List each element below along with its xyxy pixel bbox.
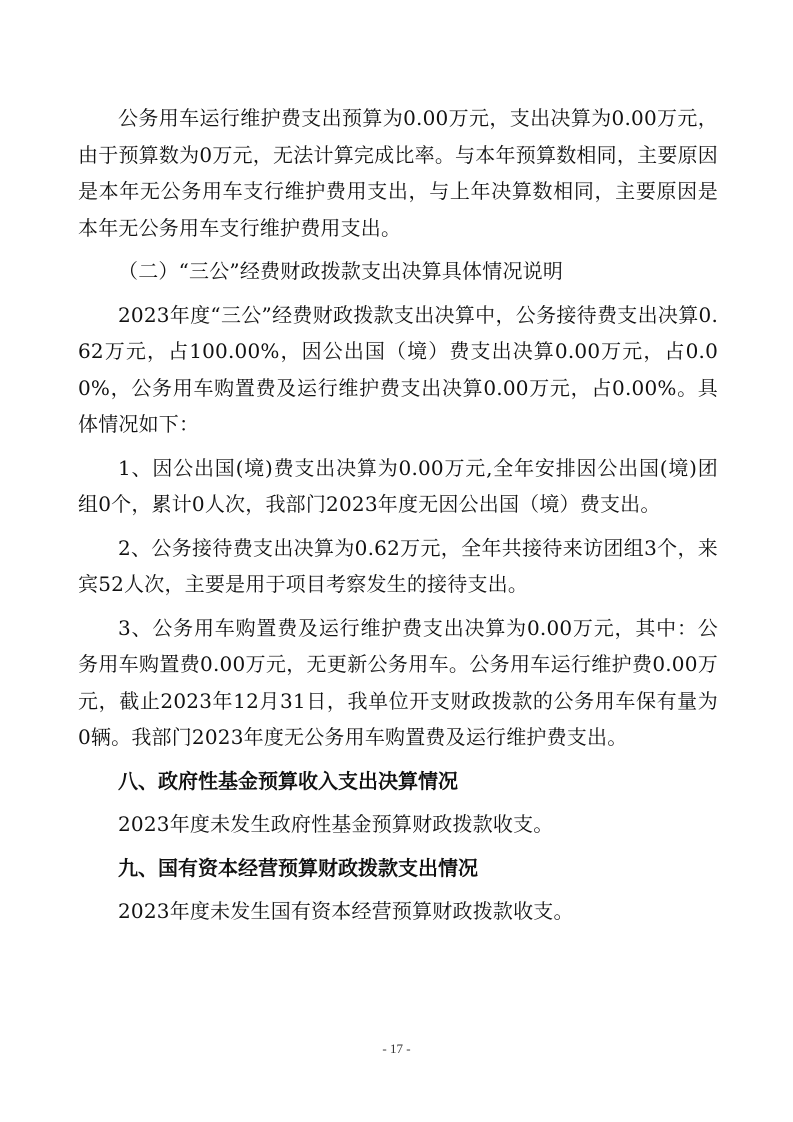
section-heading-government-fund: 八、政府性基金预算收入支出决算情况 bbox=[118, 768, 458, 793]
subsection-heading-three-public: （二）“三公”经费财政拨款支出决算具体情况说明 bbox=[118, 259, 564, 283]
paragraph-three-public-summary: 2023年度“三公”经费财政拨款支出决算中，公务接待费支出决算0.62万元，占100.00%，因公出国（境）费支出决算0.00万元，占0.00%，公务用车购置费及运行维护费支出决算0.00万元，占0.00%。具体情况如下： bbox=[78, 302, 718, 436]
paragraph-vehicle-maintenance: 公务用车运行维护费支出预算为0.00万元，支出决算为0.00万元，由于预算数为0万元，无法计算完成比率。与本年预算数相同，主要原因是本年无公务用车支行维护费用支出，与上年决算数相同，主要原因是本年无公务用车支行维护费用支出。 bbox=[78, 106, 718, 240]
paragraph-state-capital: 2023年度未发生国有资本经营预算财政拨款收支。 bbox=[118, 899, 574, 923]
page-number: - 17 - bbox=[382, 1041, 411, 1056]
paragraph-government-fund: 2023年度未发生政府性基金预算财政拨款收支。 bbox=[118, 812, 554, 836]
section-heading-state-capital: 九、国有资本经营预算财政拨款支出情况 bbox=[118, 855, 478, 880]
paragraph-vehicle-purchase: 3、公务用车购置费及运行维护费支出决算为0.00万元，其中：公务用车购置费0.00万元，无更新公务用车。公务用车运行维护费0.00万元，截止2023年12月31日，我单位开支财政拨款的公务用车保有量为0辆。我部门2023年度无公务用车购置费及运行维护费支出。 bbox=[78, 615, 718, 749]
page-content bbox=[78, 100, 718, 930]
paragraph-reception: 2、公务接待费支出决算为0.62万元，全年共接待来访团组3个，来宾52人次，主要是用于项目考察发生的接待支出。 bbox=[78, 535, 718, 596]
paragraph-overseas-travel: 1、因公出国(境)费支出决算为0.00万元,全年安排因公出国(境)团组0个，累计0人次，我部门2023年度无因公出国（境）费支出。 bbox=[78, 455, 718, 516]
